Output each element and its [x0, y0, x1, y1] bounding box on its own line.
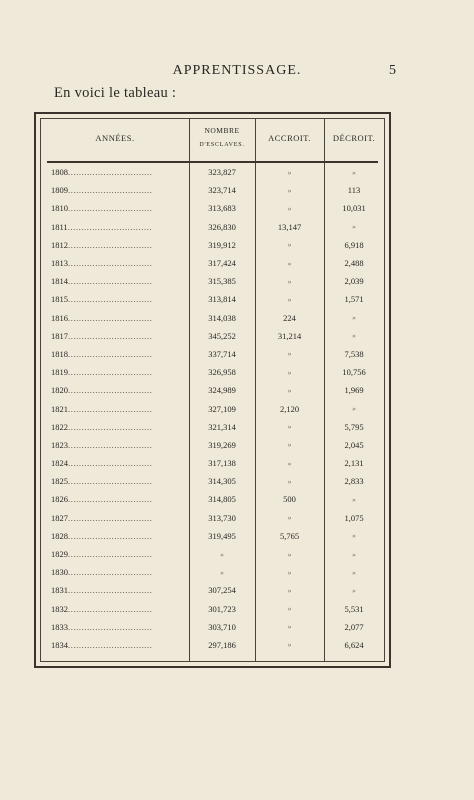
- year-cell: [41, 600, 189, 618]
- increase-cell: »: [287, 604, 292, 614]
- dot-leader: ...............................: [68, 421, 153, 432]
- increase-cell: 500: [283, 494, 296, 505]
- year-cell: [41, 199, 189, 217]
- year-cell: [41, 454, 189, 472]
- increase-cell: »: [287, 240, 292, 250]
- year-label: 1826: [51, 494, 68, 505]
- decrease-cell: »: [352, 549, 356, 559]
- increase-cell: »: [287, 367, 292, 377]
- header-count-line2: D'ESCLAVES.: [199, 142, 245, 148]
- dot-leader: ...............................: [68, 476, 153, 487]
- dot-leader: ...............................: [68, 258, 153, 269]
- year-cell: [41, 363, 189, 381]
- count-cell: 337,714: [208, 348, 236, 359]
- year-label: 1815: [51, 294, 68, 305]
- count-cell: 314,305: [208, 476, 236, 487]
- year-label: 1808: [51, 167, 68, 178]
- count-cell: 314,805: [208, 494, 236, 505]
- decrease-cell: »: [352, 313, 356, 323]
- count-cell: 315,385: [208, 276, 236, 287]
- table-row: [41, 581, 384, 599]
- table-row: [41, 600, 384, 618]
- table-row: [41, 545, 384, 563]
- dot-leader: ...............................: [68, 367, 153, 378]
- table-row: [41, 309, 384, 327]
- dot-leader: ...............................: [68, 567, 153, 578]
- table-row: [41, 490, 384, 508]
- year-label: 1824: [51, 458, 68, 469]
- year-cell: [41, 309, 189, 327]
- dot-leader: ...............................: [68, 385, 153, 396]
- year-label: 1822: [51, 421, 68, 432]
- year-cell: [41, 399, 189, 417]
- count-cell: 313,730: [208, 512, 236, 523]
- dot-leader: ...............................: [68, 276, 153, 287]
- increase-cell: »: [287, 585, 292, 595]
- table-row: [41, 345, 384, 363]
- decrease-cell: 1,571: [344, 294, 364, 305]
- decrease-cell: »: [352, 494, 356, 504]
- count-cell: 297,186: [208, 639, 236, 650]
- running-title: APPRENTISSAGE.: [172, 63, 302, 78]
- dot-leader: ...............................: [68, 603, 153, 614]
- year-cell: [41, 636, 189, 654]
- count-cell: 314,038: [208, 312, 236, 323]
- year-label: 1827: [51, 512, 68, 523]
- decrease-cell: 1,969: [344, 385, 364, 396]
- dot-leader: ...............................: [68, 348, 153, 359]
- count-cell: 326,830: [208, 221, 236, 232]
- header-rule: [47, 161, 378, 163]
- count-cell: 301,723: [208, 603, 236, 614]
- increase-cell: 224: [283, 312, 296, 323]
- dot-leader: ...............................: [68, 167, 153, 178]
- dot-leader: ...............................: [68, 439, 153, 450]
- year-label: 1818: [51, 348, 68, 359]
- header-increase: ACCROIT.: [268, 133, 311, 143]
- year-cell: [41, 381, 189, 399]
- year-cell: [41, 290, 189, 308]
- increase-cell: »: [287, 349, 292, 359]
- increase-cell: »: [287, 258, 292, 268]
- table-row: [41, 236, 384, 254]
- increase-cell: »: [287, 276, 292, 286]
- year-label: 1829: [51, 549, 68, 560]
- increase-cell: »: [287, 640, 292, 650]
- decrease-cell: 7,538: [344, 348, 364, 359]
- count-cell: 345,252: [208, 330, 236, 341]
- count-cell: 303,710: [208, 621, 236, 632]
- increase-cell: »: [287, 440, 292, 450]
- dot-leader: ...............................: [68, 185, 153, 196]
- increase-cell: »: [287, 294, 292, 304]
- table-row: [41, 509, 384, 527]
- table-inner-border: [40, 118, 385, 662]
- page-number: 5: [389, 63, 396, 78]
- year-label: 1816: [51, 312, 68, 323]
- dot-leader: ...............................: [68, 512, 153, 523]
- table-row: [41, 381, 384, 399]
- table-row: [41, 254, 384, 272]
- year-cell: [41, 327, 189, 345]
- count-cell: 319,269: [208, 439, 236, 450]
- intro-text: En voici le tableau :: [54, 85, 177, 101]
- table-row: [41, 454, 384, 472]
- dot-leader: ...............................: [68, 530, 153, 541]
- table-row: [41, 399, 384, 417]
- decrease-cell: 2,488: [344, 258, 364, 269]
- year-label: 1810: [51, 203, 68, 214]
- increase-cell: 2,120: [279, 403, 300, 414]
- table-row: [41, 363, 384, 381]
- year-label: 1834: [51, 639, 68, 650]
- increase-cell: »: [287, 458, 292, 468]
- count-cell: 326,958: [208, 367, 236, 378]
- increase-cell: »: [287, 549, 292, 559]
- increase-cell: 31,214: [277, 330, 302, 341]
- year-cell: [41, 581, 189, 599]
- data-table: [41, 119, 384, 654]
- count-cell: 323,827: [208, 167, 236, 178]
- table-row: [41, 472, 384, 490]
- table-row: [41, 327, 384, 345]
- increase-cell: »: [287, 513, 292, 523]
- decrease-cell: »: [352, 531, 356, 541]
- year-label: 1809: [51, 185, 68, 196]
- table-row: [41, 563, 384, 581]
- decrease-cell: 10,031: [342, 203, 366, 214]
- dot-leader: ...............................: [68, 458, 153, 469]
- dot-leader: ...............................: [68, 312, 153, 323]
- dot-leader: ...............................: [68, 621, 153, 632]
- year-label: 1828: [51, 530, 68, 541]
- slave-population-table: [34, 112, 391, 668]
- decrease-cell: »: [352, 567, 356, 577]
- table-row: [41, 290, 384, 308]
- header-years: ANNÉES.: [95, 133, 135, 143]
- table-row: [41, 418, 384, 436]
- count-cell: 313,683: [208, 203, 236, 214]
- decrease-cell: 5,795: [344, 421, 364, 432]
- year-cell: [41, 436, 189, 454]
- count-cell: 307,254: [208, 585, 236, 596]
- dot-leader: ...............................: [68, 585, 153, 596]
- table-row: [41, 436, 384, 454]
- decrease-cell: 2,039: [344, 276, 364, 287]
- decrease-cell: 2,045: [344, 439, 364, 450]
- table-row: [41, 218, 384, 236]
- year-label: 1823: [51, 439, 68, 450]
- year-cell: [41, 472, 189, 490]
- year-cell: [41, 181, 189, 199]
- year-cell: [41, 345, 189, 363]
- table-row: [41, 527, 384, 545]
- decrease-cell: »: [352, 404, 356, 414]
- count-cell: 323,714: [208, 185, 236, 196]
- count-cell: 317,138: [208, 458, 236, 469]
- year-label: 1830: [51, 567, 68, 578]
- dot-leader: ...............................: [68, 203, 153, 214]
- increase-cell: »: [287, 622, 292, 632]
- increase-cell: »: [287, 476, 292, 486]
- year-label: 1814: [51, 276, 68, 287]
- count-cell: »: [220, 549, 224, 559]
- dot-leader: ...............................: [68, 549, 153, 560]
- dot-leader: ...............................: [68, 239, 153, 250]
- year-label: 1821: [51, 403, 68, 414]
- increase-cell: 5,765: [279, 530, 300, 541]
- decrease-cell: »: [352, 331, 356, 341]
- increase-cell: »: [287, 167, 292, 177]
- increase-cell: 13,147: [277, 221, 302, 232]
- year-label: 1813: [51, 258, 68, 269]
- header-decrease: DÉCROIT.: [332, 133, 376, 143]
- dot-leader: ...............................: [68, 294, 153, 305]
- table-row: [41, 199, 384, 217]
- decrease-cell: 2,077: [344, 621, 364, 632]
- table-body: [41, 157, 384, 654]
- count-cell: 321,314: [208, 421, 236, 432]
- decrease-cell: »: [352, 167, 356, 177]
- decrease-cell: »: [352, 222, 356, 232]
- header-slave-count: [189, 119, 255, 157]
- year-label: 1825: [51, 476, 68, 487]
- header-count-line1: NOMBRE: [204, 126, 240, 135]
- year-label: 1831: [51, 585, 68, 596]
- increase-cell: »: [287, 422, 292, 432]
- decrease-cell: 2,833: [344, 476, 364, 487]
- year-label: 1811: [51, 221, 68, 232]
- year-cell: [41, 218, 189, 236]
- decrease-cell: »: [352, 585, 356, 595]
- decrease-cell: 113: [347, 185, 361, 196]
- decrease-cell: 2,131: [344, 458, 364, 469]
- count-cell: 324,989: [208, 385, 236, 396]
- count-cell: 313,814: [208, 294, 236, 305]
- year-cell: [41, 418, 189, 436]
- year-cell: [41, 272, 189, 290]
- year-cell: [41, 254, 189, 272]
- dot-leader: ...............................: [68, 403, 153, 414]
- table-row: [41, 272, 384, 290]
- year-cell: [41, 236, 189, 254]
- count-cell: 319,495: [208, 530, 236, 541]
- year-cell: [41, 563, 189, 581]
- year-cell: [41, 490, 189, 508]
- table-row: [41, 636, 384, 654]
- decrease-cell: 5,531: [344, 603, 364, 614]
- decrease-cell: 10,756: [342, 367, 366, 378]
- count-cell: »: [220, 567, 224, 577]
- increase-cell: »: [287, 203, 292, 213]
- increase-cell: »: [287, 567, 292, 577]
- count-cell: 327,109: [208, 403, 236, 414]
- year-cell: [41, 545, 189, 563]
- dot-leader: ...............................: [67, 221, 153, 232]
- year-cell: [41, 509, 189, 527]
- year-label: 1833: [51, 621, 68, 632]
- table-header-row: [41, 119, 384, 157]
- year-label: 1817: [51, 330, 68, 341]
- table-row: [41, 181, 384, 199]
- dot-leader: ...............................: [68, 330, 153, 341]
- count-cell: 319,912: [208, 239, 236, 250]
- increase-cell: »: [287, 185, 292, 195]
- year-label: 1812: [51, 239, 68, 250]
- dot-leader: ...............................: [68, 494, 153, 505]
- decrease-cell: 1,075: [344, 512, 364, 523]
- decrease-cell: 6,624: [344, 639, 364, 650]
- year-cell: [41, 618, 189, 636]
- dot-leader: ...............................: [68, 639, 153, 650]
- table-row: [41, 618, 384, 636]
- increase-cell: »: [287, 385, 292, 395]
- year-label: 1820: [51, 385, 68, 396]
- count-cell: 317,424: [208, 258, 236, 269]
- year-label: 1832: [51, 603, 68, 614]
- decrease-cell: 6,918: [344, 239, 364, 250]
- year-cell: [41, 527, 189, 545]
- year-label: 1819: [51, 367, 68, 378]
